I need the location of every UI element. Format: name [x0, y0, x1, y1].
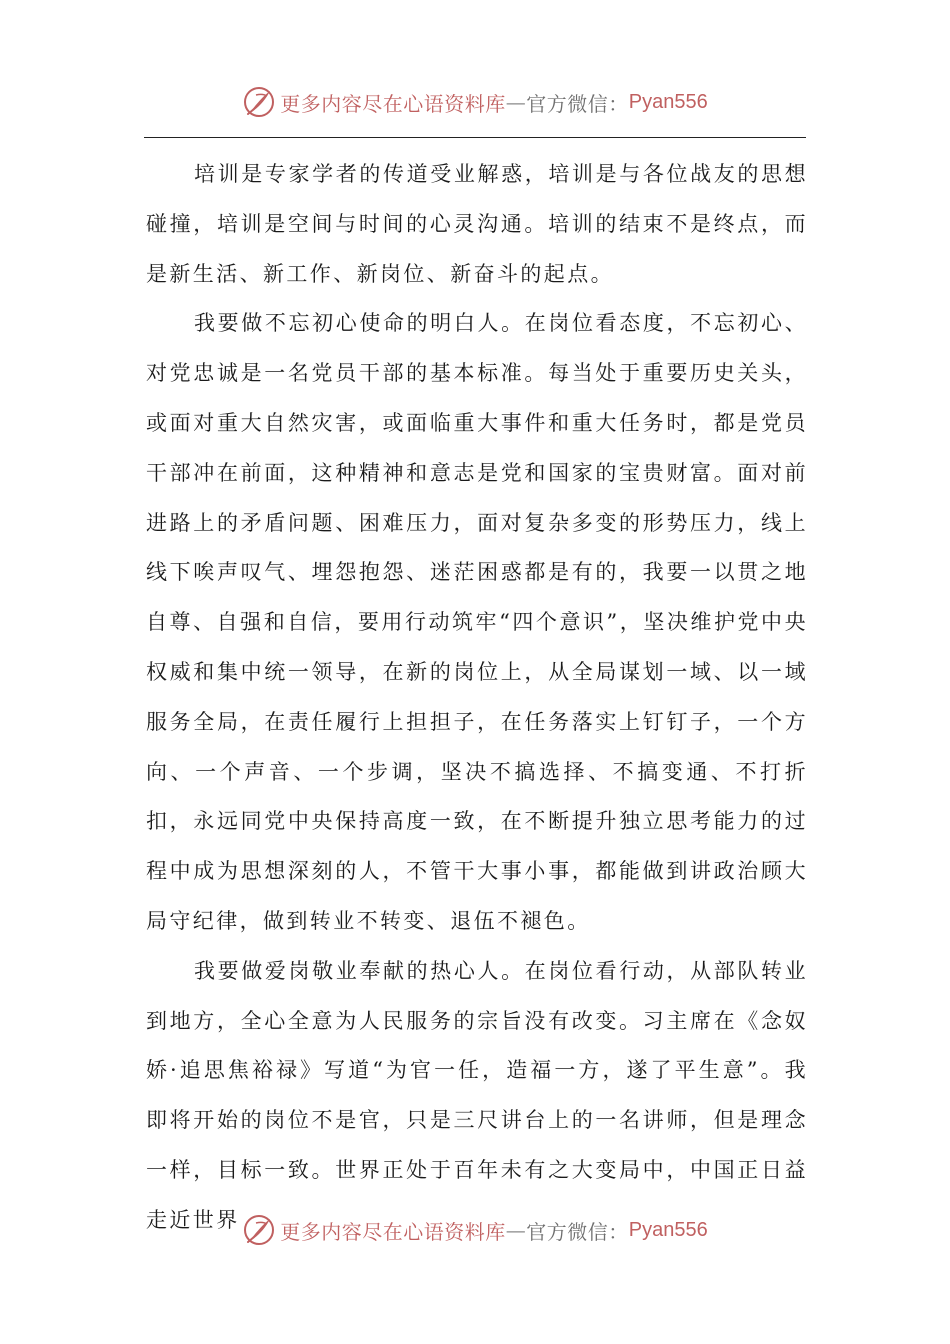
header-watermark-banner — [0, 82, 950, 122]
document-body — [146, 150, 808, 1246]
paragraph-1: 培训是专家学者的传道受业解惑，培训是与各位战友的思想碰撞，培训是空间与时间的心灵沟通。培训的结束不是终点，而是新生活、新工作、新岗位、新奋斗的起点。 — [146, 162, 808, 286]
footer-wechat-label: 官方微信： — [526, 1219, 629, 1244]
paragraph-2: 我要做不忘初心使命的明白人。在岗位看态度，不忘初心、对党忠诚是一名党员干部的基本标准。每当处于重要历史关头，或面对重大自然灾害，或面临重大事件和重大任务时，都是党员干部冲在前面，这种精神和意志是党和国家的宝贵财富。面对前进路上的矛盾问题、困难压力，面对复杂多变的形势压力，线上线下唉声叹气、埋怨抱怨、迷茫困惑都是有的，我要一以贯之地自尊、自强和自信，要用行动筑牢“四个意识”，坚决维护党中央权威和集中统一领导，在新的岗位上，从全局谋划一域、以一域服务全局，在责任履行上担担子，在任务落实上钉钉子，一个方向、一个声音、一个步调，坚决不搞选择、不搞变通、不打折扣，永远同党中央保持高度一致，在不断提升独立思考能力的过程中成为思想深刻的人，不管干大事小事，都能做到讲政治顾大局守纪律，做到转业不转变、退伍不褪色。 — [146, 311, 808, 933]
header-separator: — — [505, 90, 527, 114]
footer-separator: — — [505, 1218, 527, 1242]
paragraph-3: 我要做爱岗敬业奉献的热心人。在岗位看行动，从部队转业到地方，全心全意为人民服务的宗旨没有改变。习主席在《念奴娇·追思焦裕禄》写道“为官一任，造福一方，遂了平生意”。我即将开始的岗位不是官，只是三尺讲台上的一名讲师，但是理念一样，目标一致。世界正处于百年未有之大变局中，中国正日益走近世界 — [146, 958, 808, 1232]
footer-watermark-banner — [0, 1210, 950, 1250]
quill-pen-logo-icon — [242, 85, 276, 119]
header-wechat-id: Pyan556 — [628, 90, 708, 113]
quill-pen-logo-icon — [242, 1213, 276, 1247]
footer-wechat-id: Pyan556 — [628, 1218, 708, 1241]
header-divider — [144, 137, 806, 138]
header-site-text: 更多内容尽在心语资料库 — [280, 91, 506, 116]
header-wechat-label: 官方微信： — [526, 91, 629, 116]
footer-site-text: 更多内容尽在心语资料库 — [280, 1219, 506, 1244]
